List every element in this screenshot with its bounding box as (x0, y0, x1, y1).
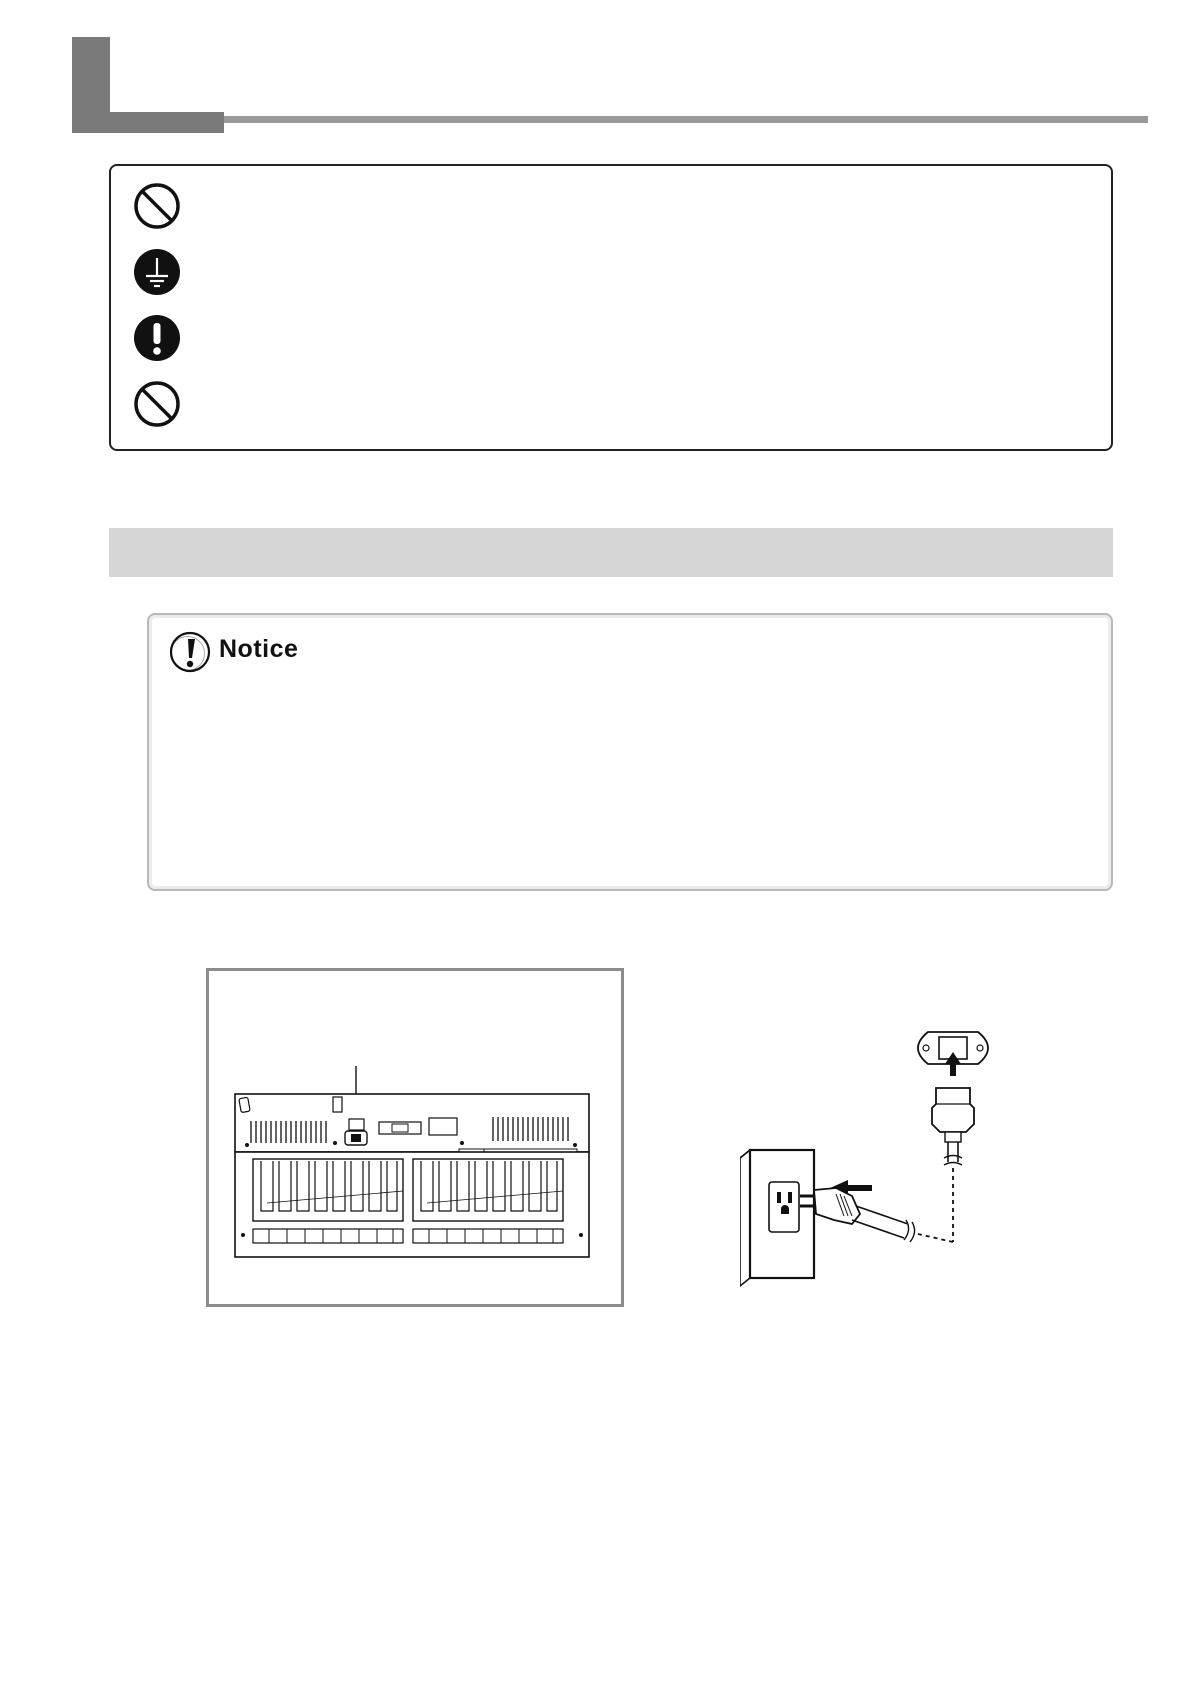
exclamation-icon (133, 314, 181, 362)
power-plug-illustration (740, 1010, 1040, 1310)
section-bar (109, 528, 1113, 577)
notice-title: Notice (219, 635, 299, 663)
notice-box (147, 613, 1113, 891)
header-rule (224, 116, 1148, 123)
header-tab-base (72, 112, 224, 133)
rear-panel-figure (206, 968, 624, 1307)
prohibition-icon (133, 182, 181, 230)
ground-icon (133, 248, 181, 296)
power-connection-figure (740, 1010, 1040, 1310)
safety-box (109, 164, 1113, 451)
prohibition-icon (133, 380, 181, 428)
notice-exclamation-icon (169, 631, 211, 673)
rear-panel-illustration (209, 971, 621, 1304)
